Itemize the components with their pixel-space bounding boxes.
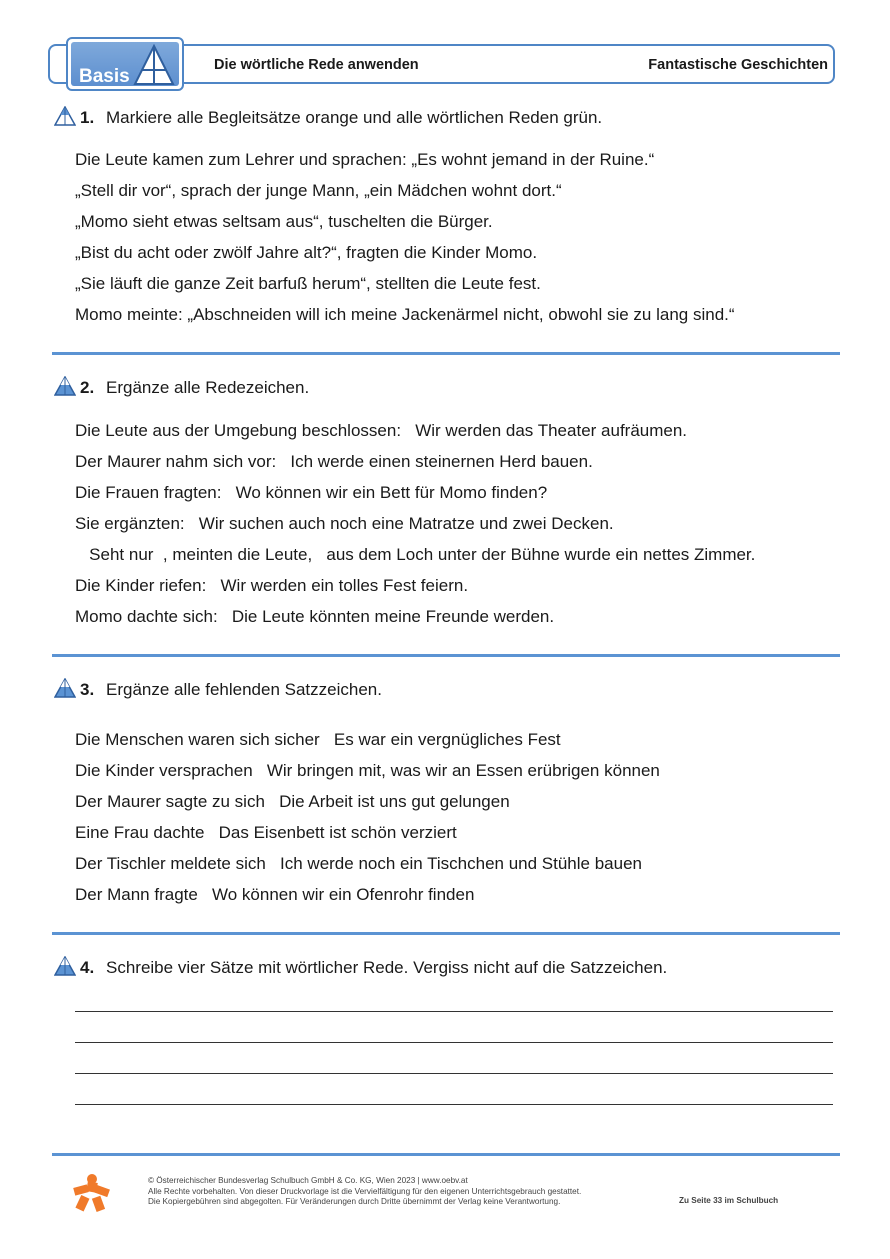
task-1-lines — [75, 144, 735, 330]
copyright-line: Die Kopiergebühren sind abgegolten. Für Veränderungen durch Dritte übernimmt der Verlag keine Verantwortung. — [148, 1197, 561, 1206]
task-number: 2. — [80, 378, 95, 397]
level-badge — [66, 37, 184, 91]
sentence: Momo dachte sich: Die Leute könnten meine Freunde werden. — [75, 607, 555, 626]
task-instruction: Ergänze alle Redezeichen. — [106, 378, 310, 397]
section-divider — [52, 1153, 840, 1156]
answer-line[interactable] — [75, 1042, 833, 1043]
sentence: Eine Frau dachte Das Eisenbett ist schön verziert — [75, 823, 457, 842]
level-triangle-icon — [54, 678, 76, 698]
task-instruction: Markiere alle Begleitsätze orange und alle wörtlichen Reden grün. — [106, 108, 603, 127]
task-3-lines — [75, 724, 660, 910]
answer-line[interactable] — [75, 1073, 833, 1074]
sentence: Momo meinte: „Abschneiden will ich meine Jackenärmel nicht, obwohl sie zu lang sind.“ — [75, 305, 735, 324]
section-divider — [52, 352, 840, 355]
sentence: Die Leute kamen zum Lehrer und sprachen: „Es wohnt jemand in der Ruine.“ — [75, 150, 655, 169]
task-instruction: Schreibe vier Sätze mit wörtlicher Rede. Vergiss nicht auf die Satzzeichen. — [106, 958, 668, 977]
copyright-line: Alle Rechte vorbehalten. Von dieser Druckvorlage ist die Vervielfältigung für den eigenen Unterrichtsgebrauch gestattet. — [148, 1186, 582, 1196]
topic-title: Fantastische Geschichten — [648, 57, 828, 73]
level-triangle-icon — [54, 106, 76, 126]
sentence: Die Kinder versprachen Wir bringen mit, was wir an Essen erübrigen können — [75, 761, 660, 780]
task-number: 3. — [80, 680, 95, 699]
task-2-lines — [75, 415, 755, 632]
sentence: Die Menschen waren sich sicher Es war ein vergnügliches Fest — [75, 730, 561, 749]
sentence: Die Kinder riefen: Wir werden ein tolles Fest feiern. — [75, 576, 469, 595]
sentence: „Momo sieht etwas seltsam aus“, tuschelten die Bürger. — [75, 212, 493, 231]
task-number: 1. — [80, 108, 95, 127]
answer-line[interactable] — [75, 1104, 833, 1105]
textbook-reference: Zu Seite 33 im Schulbuch — [679, 1196, 779, 1205]
copyright-notice — [148, 1176, 581, 1208]
sentence: Der Maurer nahm sich vor: Ich werde einen steinernen Herd bauen. — [75, 452, 593, 471]
sentence: Der Mann fragte Wo können wir ein Ofenrohr finden — [75, 885, 475, 904]
sentence: Seht nur , meinten die Leute, aus dem Loch unter der Bühne wurde ein nettes Zimmer. — [75, 545, 756, 564]
publisher-logo-icon — [72, 1172, 110, 1212]
sentence: Die Leute aus der Umgebung beschlossen: Wir werden das Theater aufräumen. — [75, 421, 688, 440]
task-instruction: Ergänze alle fehlenden Satzzeichen. — [106, 680, 382, 699]
answer-line[interactable] — [75, 1011, 833, 1012]
sentence: Sie ergänzten: Wir suchen auch noch eine Matratze und zwei Decken. — [75, 514, 614, 533]
sentence: Die Frauen fragten: Wo können wir ein Bett für Momo finden? — [75, 483, 548, 502]
sentence: „Sie läuft die ganze Zeit barfuß herum“, stellten die Leute fest. — [75, 274, 541, 293]
triangle-logo-icon — [133, 44, 175, 86]
task-number: 4. — [80, 958, 95, 977]
sentence: „Stell dir vor“, sprach der junge Mann, „ein Mädchen wohnt dort.“ — [75, 181, 562, 200]
level-triangle-icon — [54, 956, 76, 976]
worksheet-title: Die wörtliche Rede anwenden — [214, 57, 419, 73]
copyright-line: © Österreichischer Bundesverlag Schulbuch GmbH & Co. KG, Wien 2023 | www.oebv.at — [148, 1176, 468, 1185]
level-triangle-icon — [54, 376, 76, 396]
sentence: „Bist du acht oder zwölf Jahre alt?“, fragten die Kinder Momo. — [75, 243, 538, 262]
sentence: Der Tischler meldete sich Ich werde noch ein Tischchen und Stühle bauen — [75, 854, 642, 873]
sentence: Der Maurer sagte zu sich Die Arbeit ist uns gut gelungen — [75, 792, 510, 811]
section-divider — [52, 932, 840, 935]
badge-label: Basis — [79, 66, 130, 87]
section-divider — [52, 654, 840, 657]
